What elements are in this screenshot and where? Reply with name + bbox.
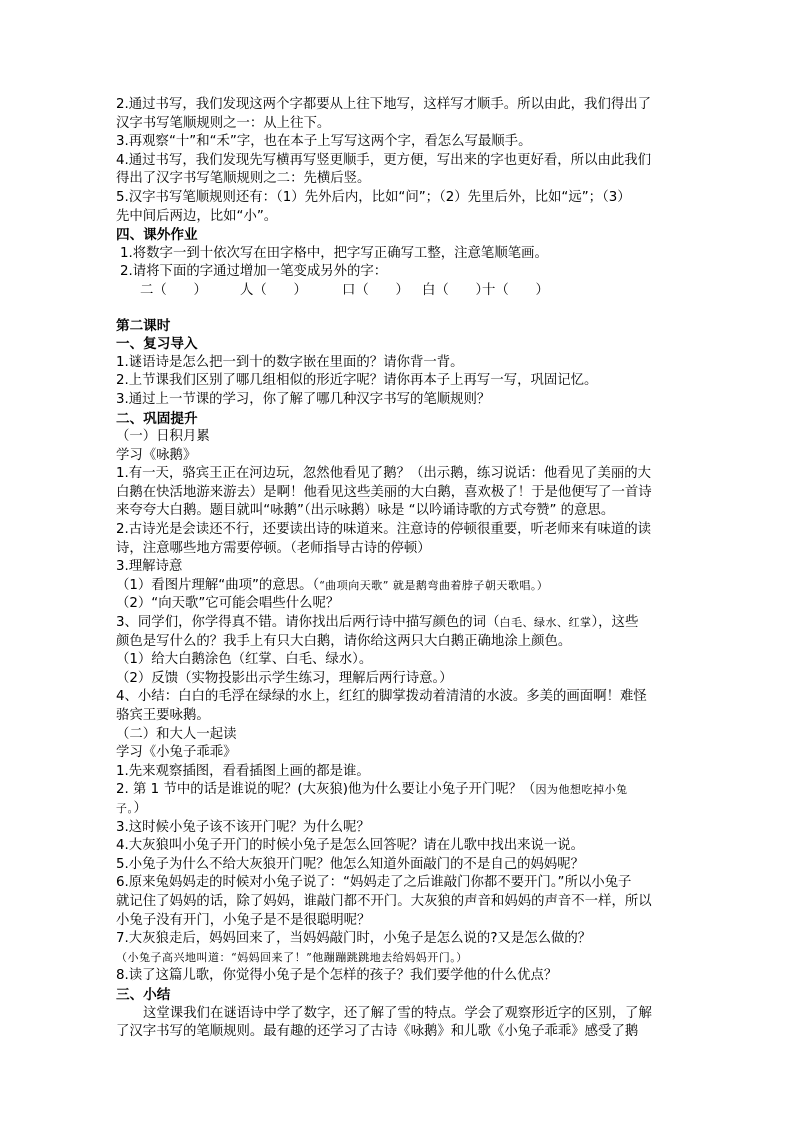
fill-item: 二（ ） bbox=[140, 282, 207, 298]
text-line: 1.有一天，骆宾王正在河边玩，忽然他看见了鹅？（出示鹅，练习说话：他看见了美丽的大 bbox=[116, 466, 652, 482]
text-line: 得出了汉字书写笔顺规则之二：先横后竖。 bbox=[116, 171, 371, 187]
study-title: 学习《小兔子乖乖》 bbox=[116, 745, 237, 761]
handwritten-note: （小兔子高兴地叫道：“妈妈回来了！”他蹦蹦跳跳地去给妈妈开门。） bbox=[116, 950, 468, 964]
review-item: 1.谜语诗是怎么把一到十的数字嵌在里面的？请你背一背。 bbox=[116, 354, 464, 370]
handwritten-note: 子。 bbox=[116, 801, 134, 815]
section-heading-review: 一、复习导入 bbox=[116, 336, 198, 353]
homework-item: 1.将数字一到十依次写在田字格中，把字写正确写工整，注意笔顺笔画。 bbox=[120, 245, 548, 261]
text-line: 4.大灰狼叫小兔子开门的时候小兔子是怎么回答呢？请在儿歌中找出来说一说。 bbox=[116, 838, 585, 854]
text-line: 就记住了妈妈的话，除了妈妈，谁敲门都不开门。大灰狼的声音和妈妈的声音不一样，所以 bbox=[116, 893, 652, 909]
handwritten-note: “曲项向天歌” 就是鹅弯曲着脖子朝天歌唱。） bbox=[319, 578, 549, 592]
text-line: 颜色是写什么的？我手上有只大白鹅，请你给这两只大白鹅正确地涂上颜色。 bbox=[116, 633, 572, 649]
text-line: 小兔子没有开门，小兔子是不是很聪明呢？ bbox=[116, 912, 371, 928]
text-line: 了汉字书写的笔顺规则。最有趣的还学习了古诗《咏鹅》和儿歌《小兔子乖乖》感受了鹅 bbox=[116, 1024, 639, 1040]
text-line: 4、小结：白白的毛浮在绿绿的水上，红红的脚掌拨动着清清的水波。多美的画面啊！难怪 bbox=[116, 689, 647, 705]
text-line: 2. 第 1 节中的话是谁说的呢？(大灰狼)他为什么要让小兔子开门呢？（因为他想吃掉小兔 bbox=[116, 782, 628, 798]
text-line: 1.先来观察插图，看看插图上画的都是谁。 bbox=[116, 763, 370, 779]
subsection-heading: （一）日积月累 bbox=[116, 429, 210, 445]
review-item: 2.上节课我们区别了哪几组相似的形近字呢？请你再本子上再写一写，巩固记忆。 bbox=[116, 373, 598, 389]
text-line: 3.理解诗意 bbox=[116, 559, 183, 575]
document-page bbox=[116, 96, 682, 1042]
text-line: 8.读了这篇儿歌，你觉得小兔子是个怎样的孩子？我们要学他的什么优点？ bbox=[116, 968, 558, 984]
text-line: （2）“向天歌”它可能会唱些什么呢？ bbox=[116, 596, 340, 612]
text-line: 3.这时候小兔子该不该开门呢？为什么呢？ bbox=[116, 819, 370, 835]
text-line: 6.原来兔妈妈走的时候对小兔子说了：“妈妈走了之后谁敲门你都不要开门。”所以小兔子 bbox=[116, 875, 632, 891]
study-title: 学习《咏鹅》 bbox=[116, 447, 197, 463]
fill-item: 口（ ） bbox=[342, 282, 409, 298]
text-line: 2.通过书写，我们发现这两个字都要从上往下地写，这样写才顺手。所以由此，我们得出了 bbox=[116, 97, 652, 112]
text-line: 这堂课我们在谜语诗中学了数字，还了解了雪的特点。学会了观察形近字的区别，了解 bbox=[143, 1005, 652, 1021]
text-line: 先中间后两边，比如“小”。 bbox=[116, 208, 278, 224]
lesson-heading: 第二课时 bbox=[116, 317, 171, 334]
text-line: 4.通过书写，我们发现先写横再写竖更顺手，更方便，写出来的字也更好看，所以由此我们 bbox=[116, 152, 652, 168]
fill-item: 人（ ） bbox=[240, 282, 307, 298]
text-line: 3、同学们，你学得真不错。请你找出后两行诗中描写颜色的词（白毛、绿水、红掌），这些 bbox=[116, 615, 639, 631]
text-line: 7.大灰狼走后，妈妈回来了，当妈妈敲门时，小兔子是怎么说的?又是怎么做的？ bbox=[116, 931, 592, 947]
subsection-heading: （二）和大人一起读 bbox=[116, 726, 237, 742]
section-heading-summary: 三、小结 bbox=[116, 986, 171, 1003]
text-line: 3.再观察“十”和“禾”字，也在本子上写写这两个字，看怎么写最顺手。 bbox=[116, 134, 532, 150]
homework-item: 2.请将下面的字通过增加一笔变成另外的字： bbox=[120, 264, 388, 280]
text-line: 2.古诗光是会读还不行，还要读出诗的味道来。注意诗的停顿很重要，听老师来有味道的读 bbox=[116, 522, 652, 538]
text-line: （2）反馈（实物投影出示学生练习，理解后两行诗意。） bbox=[116, 670, 453, 686]
handwritten-note: 因为他想吃掉小兔 bbox=[535, 783, 628, 797]
text-line: 诗，注意哪些地方需要停顿。（老师指导古诗的停顿） bbox=[116, 540, 431, 556]
text-line: 汉字书写笔顺规则之一：从上往下。 bbox=[116, 115, 331, 131]
fill-item: 十（ ） bbox=[482, 282, 549, 298]
text-line: 子。） bbox=[116, 800, 147, 816]
fill-item: 白（ ） bbox=[422, 282, 489, 298]
handwritten-note: 白毛、绿水、红掌 bbox=[499, 616, 592, 630]
fill-in-row bbox=[116, 282, 682, 301]
text-line: （1）给大白鹅涂色（红掌、白毛、绿水）。 bbox=[116, 652, 373, 668]
text-line: 来夸夸大白鹅。题目就叫“咏鹅”（出示咏鹅）咏是 “以吟诵诗歌的方式夸赞” 的意思。 bbox=[116, 503, 615, 519]
text-line: （1）看图片理解“曲项”的意思。（“曲项向天歌” 就是鹅弯曲着脖子朝天歌唱。） bbox=[116, 577, 549, 593]
review-item: 3.通过上一节课的学习，你了解了哪几种汉字书写的笔顺规则？ bbox=[116, 391, 491, 407]
text-line: 5.汉字书写笔顺规则还有：（1）先外后内，比如“问”；（2）先里后外，比如“远”；（3） bbox=[116, 189, 631, 205]
section-heading-consolidate: 二、巩固提升 bbox=[116, 410, 198, 427]
text-line: 白鹅在快活地游来游去）是啊！他看见这些美丽的大白鹅，喜欢极了！于是他便写了一首诗 bbox=[116, 484, 652, 500]
text-line: 5.小兔子为什么不给大灰狼开门呢？他怎么知道外面敲门的不是自己的妈妈呢？ bbox=[116, 856, 585, 872]
text-line: 骆宾王要咏鹅。 bbox=[116, 708, 210, 723]
section-heading-homework: 四、课外作业 bbox=[116, 227, 198, 244]
